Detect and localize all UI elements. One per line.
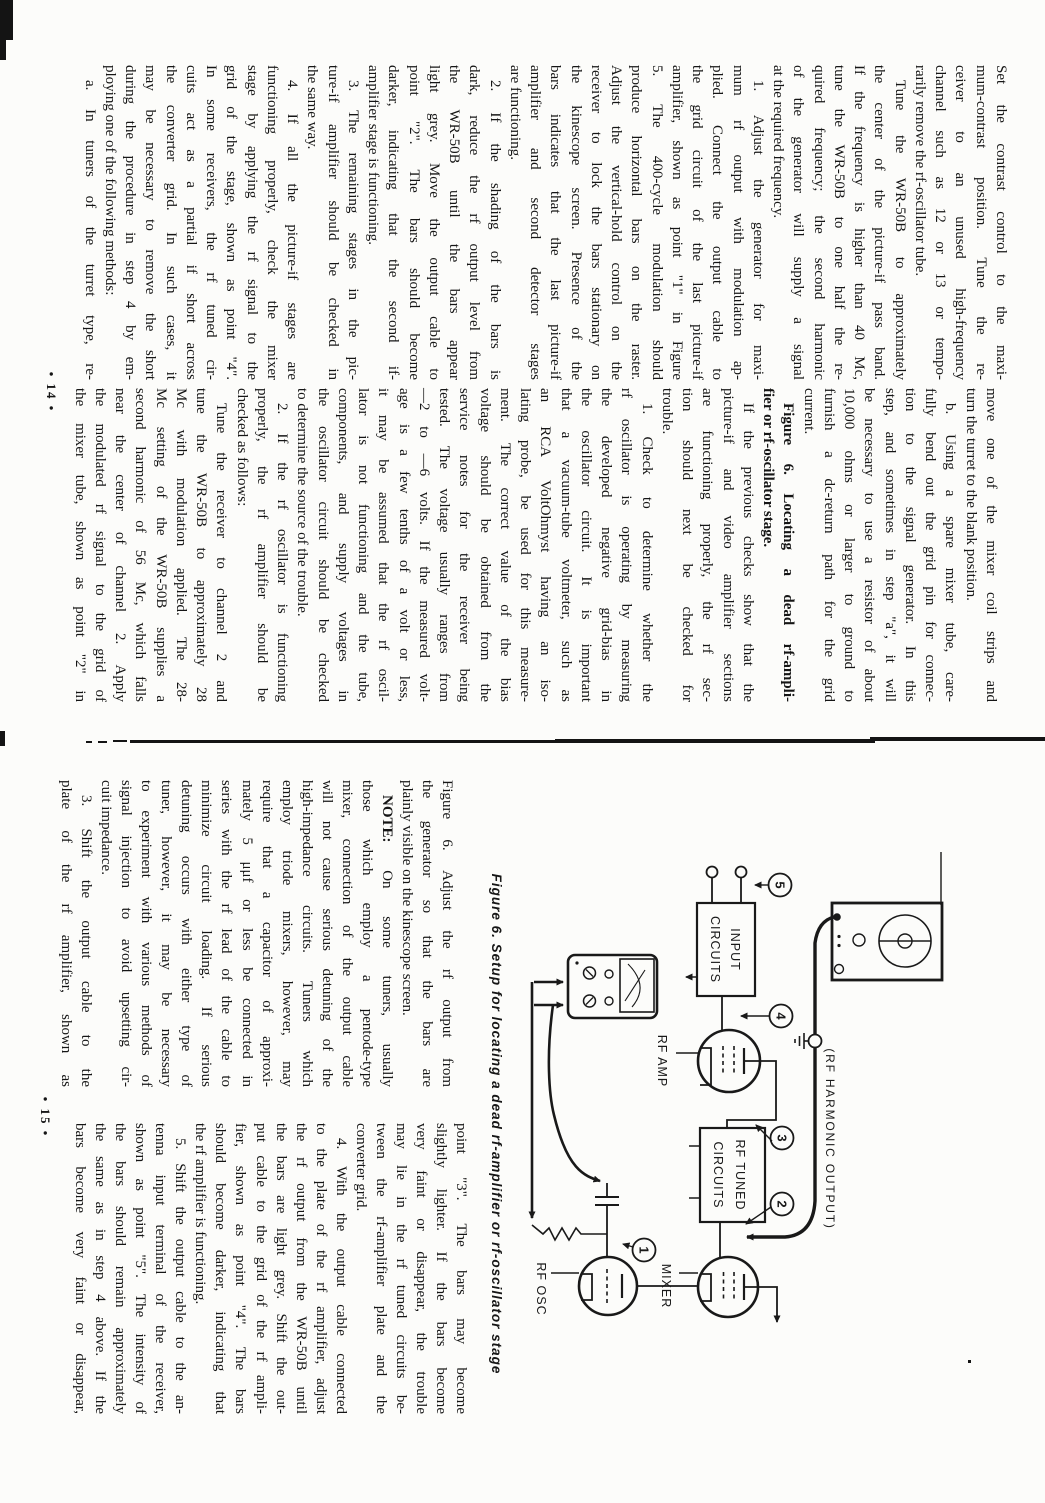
- text-line: ture-if amplifier should be checked in: [324, 65, 341, 380]
- page-number-14: • 14 •: [44, 371, 59, 413]
- text-line: the oscillator circuit. It is important: [578, 388, 594, 702]
- text-line: amplifier and second detector stages: [527, 65, 544, 380]
- text-line: converter grid.: [352, 1123, 369, 1212]
- page-divider-line: [130, 740, 560, 743]
- text-line: to determine the source of the trouble.: [294, 388, 311, 617]
- text-line: light grey. Move the output cable to: [426, 65, 442, 380]
- text-line: step, and sometimes in step "a", it will: [881, 388, 898, 702]
- text-line: require that a capacitor of approxi-: [258, 780, 275, 1087]
- svg-text:CIRCUITS: CIRCUITS: [708, 915, 722, 984]
- text-line: mum-contrast position. Tune the re-: [972, 65, 989, 380]
- text-line: trouble.: [659, 388, 675, 435]
- text-line: properly, the rf amplifier should be: [254, 388, 270, 702]
- rf-osc-tube: [532, 1183, 637, 1316]
- text-line: at the required frequency.: [770, 65, 787, 219]
- text-line: the oscillator circuit should be checked: [314, 388, 331, 702]
- svg-text:RF TUNED: RF TUNED: [733, 1139, 747, 1211]
- text-line: those which employ a pentode-type: [358, 780, 375, 1087]
- text-line: fully bend out the grid pin for connec-: [922, 388, 939, 702]
- svg-text:3: 3: [774, 1134, 790, 1142]
- text-line: 10,000 ohms or larger to ground to: [841, 388, 858, 702]
- text-line: the converter grid. In such cases, it: [162, 65, 179, 380]
- text-line: very faint or disappear, the trouble: [412, 1123, 429, 1414]
- text-line: near the center of channel 2. Apply: [112, 388, 129, 702]
- text-line: may lie in the rf tuned circuits be-: [392, 1123, 409, 1414]
- text-line: the WR-50B until the bars appear: [446, 65, 463, 380]
- text-line: Figure 6. Adjust the rf output from: [439, 780, 455, 1087]
- rf-osc-label: RF OSC: [534, 1262, 548, 1316]
- text-line: tion should next be checked for: [679, 388, 696, 702]
- resistor-icon: [532, 1225, 607, 1240]
- text-line: 5. The 400-cycle modulation should: [648, 65, 665, 380]
- text-line: the same as in step 4 above. If the: [92, 1123, 109, 1414]
- text-line: will not cause serious detuning of the: [318, 780, 335, 1087]
- text-line: may be necessary to remove the short: [142, 65, 159, 380]
- text-line: tune the WR-50B to one half the re-: [831, 65, 847, 380]
- text-line: produce horizontal bars on the raster.: [628, 65, 645, 380]
- text-line: series with the rf lead of the cable to: [218, 780, 235, 1087]
- page-divider-line: [86, 741, 92, 743]
- text-line: 2. If the rf oscillator is functioning: [274, 403, 291, 702]
- text-line: mately 5 μμf or less be connected in: [238, 780, 255, 1087]
- text-line: ceiver to an unused high-frequency: [952, 65, 969, 380]
- text-line: 3. The remaining stages in the pic-: [345, 80, 361, 380]
- text-line: point "3". The bars may become: [453, 1123, 469, 1414]
- text-line: tune the WR-50B to approximately 28: [193, 388, 210, 702]
- page-divider-line: [98, 741, 107, 743]
- mixer-label: MIXER: [659, 1263, 673, 1309]
- text-line: the grid circuit of the last picture-if: [689, 65, 706, 380]
- text-line: during the procedure in step 4 by em-: [122, 65, 139, 380]
- text-line: second harmonic of 56 Mc, which falls: [132, 388, 149, 702]
- figure6-caption: Figure 6. Setup for locating a dead rf-amplifier or rf-oscillator stage: [489, 873, 504, 1375]
- text-line: bars indicates that the last picture-if: [547, 65, 564, 380]
- text-line: channel such as 12 or 13 or tempo-: [932, 65, 949, 380]
- text-line: Mc with modulation applied. The 28-: [173, 388, 189, 702]
- text-line: darker, indicating that the second if-: [385, 65, 402, 380]
- text-line: checked as follows:: [233, 388, 250, 507]
- ground-symbol-icon: [795, 1033, 809, 1049]
- text-line: current.: [800, 388, 817, 435]
- page-14: [0, 0, 1045, 740]
- mixer-tube: [637, 1257, 777, 1322]
- text-line: move one of the mixer coil strips and: [983, 388, 999, 702]
- text-line: be necessary to use a resistor of about: [861, 388, 878, 702]
- text-line: the mixer tube, shown as point "2" in: [71, 388, 88, 702]
- text-line: amplifier stage is functioning.: [365, 65, 382, 245]
- text-line: point "2". The bars should become: [405, 65, 422, 380]
- text-line: the bars are light grey. Shift the out-: [272, 1123, 289, 1414]
- text-line: a. In tuners of the turret type, re-: [81, 80, 98, 380]
- text-line: minimize circuit loading. If serious: [198, 780, 215, 1087]
- text-line: voltage should be obtained from the: [476, 388, 493, 702]
- text-line: put cable to the grid of the rf ampli-: [252, 1123, 269, 1414]
- rf-output-cable: [747, 917, 837, 1237]
- text-line: of the generator will supply a signal: [790, 65, 807, 380]
- page14-column-left: [80, 65, 1012, 380]
- generator-knob-icon: [853, 934, 865, 946]
- text-line: b. Using a spare mixer tube, care-: [942, 403, 959, 702]
- meter-dial-icon: [620, 959, 654, 1012]
- generator-terminal: [835, 965, 844, 974]
- text-line: fier, shown as point "4". The bars: [232, 1123, 249, 1414]
- svg-text:5: 5: [772, 881, 788, 889]
- text-line: the rf output from the WR-50B until: [292, 1123, 309, 1414]
- text-line: to experiment with various methods of: [138, 780, 155, 1087]
- page-divider-line: [113, 740, 127, 742]
- text-line: NOTE: On some tuners, usually: [378, 795, 395, 1087]
- text-line: plainly visible on the kinescope screen.: [398, 780, 415, 1016]
- text-line: are functioning.: [507, 65, 523, 160]
- text-line: slightly lighter. If the bars become: [432, 1123, 449, 1414]
- text-line: high-impedance circuits. Tuners which: [298, 780, 315, 1087]
- text-line: rf oscillator is operating by measuring: [618, 388, 635, 702]
- page-15: [0, 745, 1045, 1503]
- text-line: tion to the signal generator. In this: [902, 388, 918, 702]
- text-line: lator is not functioning and the tube,: [355, 388, 372, 702]
- text-line: Mc setting of the WR-50B supplies a: [152, 388, 169, 702]
- text-line: 1. Adjust the generator for maxi-: [750, 80, 766, 380]
- text-line: furnish a dc-return path for the grid: [821, 388, 837, 702]
- voltohmyst-meter: [568, 955, 657, 1018]
- text-line: 4. If all the picture-if stages are: [284, 80, 301, 380]
- text-line: cuit impedance.: [98, 780, 115, 875]
- callout-5: [755, 874, 792, 897]
- page15-column-right: [70, 1123, 471, 1414]
- cable-connector-dot: [833, 913, 841, 921]
- text-line: service notes for the receiver being: [456, 388, 473, 702]
- text-line: amplifier, shown as point "1" in Figure: [669, 65, 685, 380]
- callout-4: [741, 1005, 793, 1028]
- text-line: dark, reduce the rf output level from: [466, 65, 483, 380]
- text-line: shown as point "5". The intensity of: [132, 1123, 149, 1414]
- text-line: Tune the receiver to channel 2 and: [213, 403, 230, 702]
- text-line: picture-if and video amplifier sections: [719, 388, 736, 702]
- text-line: to the plate of the rf amplifier, adjust: [312, 1123, 329, 1414]
- text-line: the developed negative grid-bias in: [598, 388, 615, 702]
- text-line: —2 to —6 volts. If the measured volt-: [416, 388, 432, 702]
- rf-amp-tube: [655, 1030, 776, 1128]
- text-line: tested. The voltage usually ranges from: [436, 388, 453, 702]
- text-line: the bars should remain approximately: [112, 1123, 129, 1414]
- text-line: the same way.: [304, 65, 321, 150]
- text-line: ment. The correct value of the bias: [497, 388, 513, 702]
- text-line: an RCA VoltOhmyst having an iso-: [537, 388, 554, 702]
- text-line: mum rf output with modulation ap-: [729, 65, 746, 380]
- text-line: Adjust the vertical-hold control on the: [608, 65, 625, 380]
- page15-column-left: [56, 780, 457, 1087]
- page-number-15: • 15 •: [38, 1096, 53, 1138]
- text-line: functioning properly, check the mixer: [264, 65, 280, 380]
- text-line: 4. With the output cable connected: [332, 1138, 349, 1414]
- text-line: turn the turret to the blank position.: [962, 388, 979, 601]
- rf-harmonic-output-label: (RF HARMONIC OUTPUT): [823, 1048, 837, 1230]
- text-line: that a vacuum-tube voltmeter, such as: [557, 388, 574, 702]
- signal-generator: [832, 852, 942, 980]
- page14-column-right: [70, 388, 1002, 702]
- text-line: quired frequency; the second harmonic: [810, 65, 827, 380]
- rf-amp-label: RF AMP: [655, 1034, 669, 1088]
- svg-text:2: 2: [774, 1200, 790, 1208]
- text-line: In some receivers, the rf tuned cir-: [203, 65, 220, 380]
- svg-text:1: 1: [636, 1246, 652, 1254]
- text-line: tenna input terminal of the receiver,: [152, 1123, 169, 1414]
- text-line: the modulated rf signal to the grid of: [92, 388, 108, 702]
- text-line: employ triode mixers, however, may: [278, 780, 295, 1087]
- svg-text:INPUT: INPUT: [728, 928, 742, 971]
- text-line: grid of the stage, shown as point "4".: [223, 65, 240, 380]
- svg-text:CIRCUITS: CIRCUITS: [711, 1141, 725, 1209]
- svg-text:4: 4: [773, 1012, 789, 1020]
- text-line: 3. Shift the output cable to the: [78, 795, 95, 1087]
- text-line: ploying one of the following methods:: [102, 65, 118, 296]
- text-line: signal injection to avoid upsetting cir-: [118, 780, 135, 1087]
- text-line: If the previous checks show that the: [740, 403, 756, 702]
- text-line: Figure 6. Locating a dead rf-ampli-: [780, 403, 797, 702]
- text-line: rarily remove the rf-oscillator tube.: [912, 65, 928, 277]
- text-line: lating probe, be used for this measure-: [517, 388, 534, 702]
- text-line: components, and supply voltages in: [335, 388, 351, 702]
- callout-1: [623, 1239, 656, 1262]
- text-line: Tune the WR-50B to approximately: [891, 80, 908, 380]
- text-line: it may be assumed that the rf oscil-: [375, 388, 392, 702]
- text-line: plate of the rf amplifier, shown as: [58, 780, 75, 1087]
- antenna-terminals: [707, 867, 747, 904]
- text-line: tuner, however, it may be necessary: [158, 780, 175, 1087]
- text-line: If the frequency is higher than 40 Mc,: [851, 65, 868, 380]
- text-line: the generator so that the bars are: [418, 780, 435, 1087]
- text-line: are functioning properly, the rf sec-: [699, 388, 716, 702]
- text-line: Set the contrast control to the maxi-: [993, 65, 1009, 380]
- text-line: 2. If the shading of the bars is: [486, 80, 503, 380]
- text-line: receiver to lock the bars stationary on: [588, 65, 604, 380]
- text-line: 1. Check to determine whether the: [638, 403, 655, 702]
- input-circuits-block: [686, 903, 755, 1030]
- text-line: 5. Shift the output cable to the an-: [172, 1138, 189, 1414]
- text-line: tween the rf-amplifier plate and the: [372, 1123, 389, 1414]
- text-line: mixer, connection of the output cable: [338, 780, 355, 1087]
- cable-ground-connector: [809, 1035, 822, 1048]
- text-line: the kinescope screen. Presence of the: [567, 65, 584, 380]
- text-line: age is a few tenths of a volt or less,: [395, 388, 412, 702]
- text-line: the center of the picture-if pass band.: [871, 65, 888, 380]
- text-line: detuning occurs with either type of: [178, 780, 195, 1087]
- text-line: should become darker, indicating that: [212, 1123, 229, 1414]
- text-line: bars become very faint or disappear,: [72, 1123, 89, 1414]
- callout-2: [746, 1193, 794, 1225]
- text-line: fier or rf-oscillator stage.: [760, 388, 777, 548]
- text-line: stage by applying the rf signal to the: [243, 65, 260, 380]
- text-line: the rf amplifier is functioning.: [192, 1123, 209, 1305]
- text-line: cuits act as a partial if short across: [183, 65, 199, 380]
- text-line: plied. Connect the output cable to: [709, 65, 726, 380]
